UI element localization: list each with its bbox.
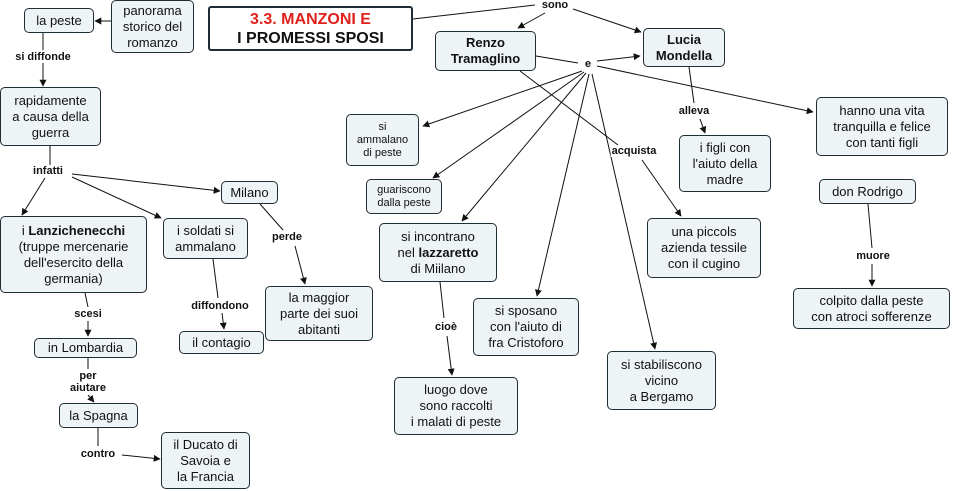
- lanzi-text: i Lanzichenecchi (truppe mercenarie dell'esercito della germania): [18, 222, 129, 286]
- link-muore: muore: [856, 250, 890, 262]
- lazzaretto-text: si incontrano nel lazzaretto di Miilano: [397, 228, 479, 276]
- link-diffondono: diffondono: [191, 300, 249, 312]
- link-perde: perde: [272, 231, 302, 243]
- node-figli[interactable]: i figli con l'aiuto della madre: [679, 135, 771, 192]
- node-contagio[interactable]: il contagio: [179, 331, 264, 354]
- node-lanzichenecchi[interactable]: [0, 216, 147, 293]
- node-lucia[interactable]: Lucia Mondella: [643, 28, 725, 67]
- link-infatti: infatti: [33, 165, 63, 177]
- node-azienda[interactable]: una piccols azienda tessile con il cugino: [647, 218, 761, 278]
- node-guariscono[interactable]: guariscono dalla peste: [366, 179, 442, 214]
- link-alleva: alleva: [678, 105, 710, 117]
- node-ammalano[interactable]: si ammalano di peste: [346, 114, 419, 166]
- node-milano[interactable]: Milano: [221, 181, 278, 204]
- node-lazzaretto[interactable]: [379, 223, 497, 282]
- link-e: e: [584, 58, 592, 70]
- node-panorama[interactable]: panorama storico del romanzo: [111, 0, 194, 53]
- map-title: [208, 6, 413, 51]
- link-sono: sono: [541, 0, 569, 11]
- link-acquista: acquista: [611, 145, 657, 157]
- title-line-1: 3.3. MANZONI E: [250, 11, 371, 28]
- node-bergamo[interactable]: si stabiliscono vicino a Bergamo: [607, 351, 716, 410]
- link-cioe: cioè: [434, 321, 458, 333]
- node-lombardia[interactable]: in Lombardia: [34, 338, 137, 358]
- node-spagna[interactable]: la Spagna: [59, 403, 138, 428]
- link-per-aiutare: per aiutare: [69, 370, 107, 394]
- link-si-diffonde: si diffonde: [15, 51, 71, 63]
- node-rodrigo[interactable]: don Rodrigo: [819, 179, 916, 204]
- node-ducato[interactable]: il Ducato di Savoia e la Francia: [161, 432, 250, 489]
- link-scesi: scesi: [74, 308, 102, 320]
- link-contro: contro: [80, 448, 116, 460]
- node-vita[interactable]: hanno una vita tranquilla e felice con tanti figli: [816, 97, 948, 156]
- node-colpito[interactable]: colpito dalla peste con atroci sofferenze: [793, 288, 950, 329]
- title-line-2: I PROMESSI SPOSI: [237, 30, 384, 47]
- node-maggior-parte[interactable]: la maggior parte dei suoi abitanti: [265, 286, 373, 341]
- node-soldati[interactable]: i soldati si ammalano: [163, 218, 248, 259]
- node-sposano[interactable]: si sposano con l'aiuto di fra Cristoforo: [473, 298, 579, 356]
- node-renzo[interactable]: Renzo Tramaglino: [435, 31, 536, 71]
- lazzaretto-bold: lazzaretto: [418, 244, 479, 260]
- node-la-peste[interactable]: la peste: [24, 8, 94, 33]
- lanzi-bold: Lanzichenecchi: [28, 222, 126, 238]
- node-rapidamente[interactable]: rapidamente a causa della guerra: [0, 87, 101, 146]
- node-luogo[interactable]: luogo dove sono raccolti i malati di peste: [394, 377, 518, 435]
